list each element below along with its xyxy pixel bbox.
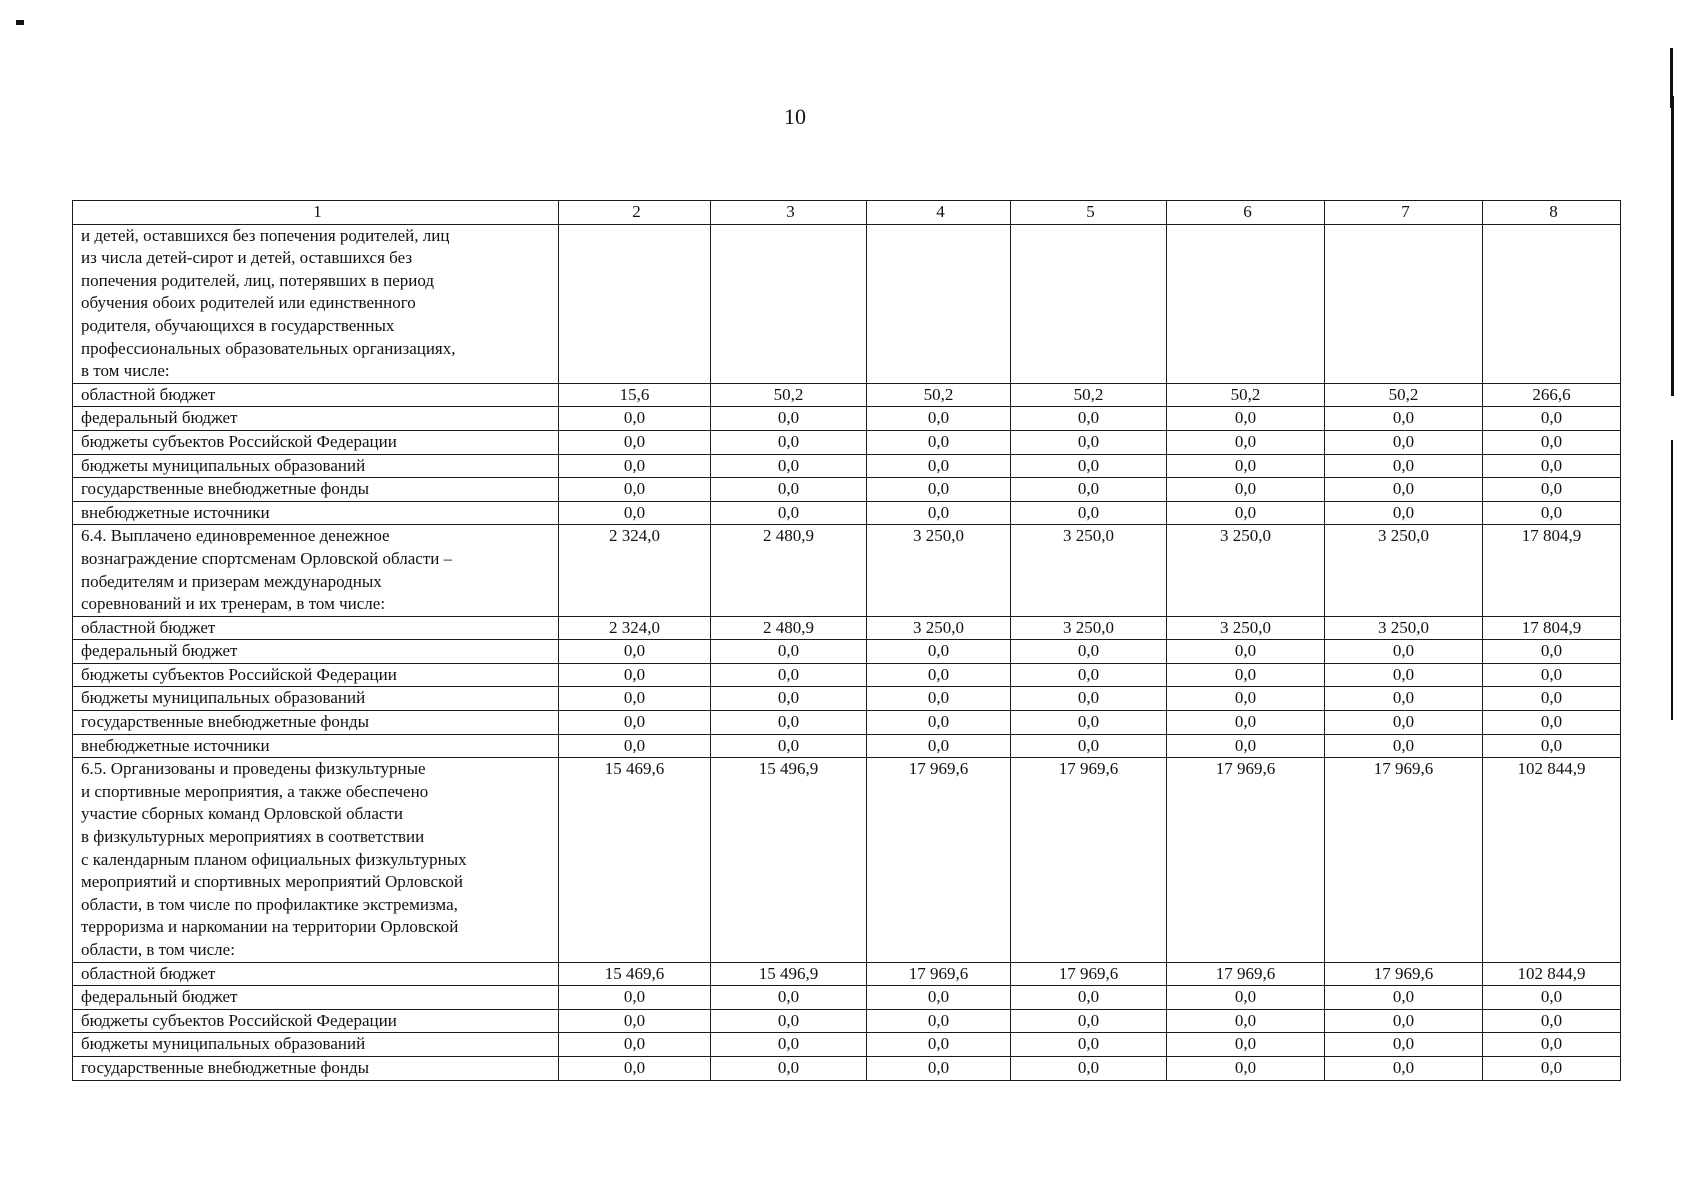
value-cell: 0,0	[1483, 663, 1621, 687]
value-cell: 17 969,6	[1167, 962, 1325, 986]
value-cell: 17 969,6	[1011, 758, 1167, 962]
row-label: 6.5. Организованы и проведены физкультурные и спортивные мероприятия, а также обеспечено участие сборных команд Орловской области в физкультурных мероприятиях в соответствии с календарным планом официальных физкультурных мероприятий и спортивных мероприятий Орловской области, в том числе по профилактике экстремизма, терроризма и наркомании на территории Орловской области, в том числе:	[73, 758, 559, 962]
value-cell: 0,0	[711, 430, 867, 454]
value-cell: 17 969,6	[1325, 758, 1483, 962]
table-row	[73, 383, 1621, 407]
value-cell: 0,0	[559, 1056, 711, 1080]
value-cell: 0,0	[1011, 640, 1167, 664]
value-cell: 0,0	[1011, 986, 1167, 1010]
value-cell: 0,0	[559, 687, 711, 711]
value-cell: 0,0	[1483, 711, 1621, 735]
value-cell: 2 324,0	[559, 525, 711, 616]
row-label: внебюджетные источники	[73, 734, 559, 758]
value-cell: 0,0	[1483, 687, 1621, 711]
value-cell: 15 496,9	[711, 962, 867, 986]
value-cell: 3 250,0	[1167, 616, 1325, 640]
value-cell: 0,0	[711, 687, 867, 711]
scan-edge-mark	[1671, 440, 1673, 720]
value-cell: 0,0	[559, 1009, 711, 1033]
value-cell: 0,0	[559, 711, 711, 735]
value-cell: 3 250,0	[1325, 616, 1483, 640]
table-row	[73, 758, 1621, 962]
row-label: бюджеты субъектов Российской Федерации	[73, 430, 559, 454]
value-cell: 0,0	[711, 663, 867, 687]
value-cell: 102 844,9	[1483, 758, 1621, 962]
table-row	[73, 430, 1621, 454]
value-cell: 0,0	[559, 986, 711, 1010]
column-header: 6	[1167, 201, 1325, 225]
value-cell: 0,0	[867, 478, 1011, 502]
table-row	[73, 640, 1621, 664]
value-cell: 0,0	[1325, 430, 1483, 454]
value-cell	[1483, 224, 1621, 383]
value-cell: 0,0	[867, 687, 1011, 711]
value-cell: 0,0	[1167, 687, 1325, 711]
value-cell: 0,0	[711, 734, 867, 758]
value-cell: 0,0	[1325, 711, 1483, 735]
value-cell: 0,0	[1483, 454, 1621, 478]
value-cell: 17 969,6	[1167, 758, 1325, 962]
value-cell: 0,0	[867, 454, 1011, 478]
value-cell: 0,0	[1325, 454, 1483, 478]
value-cell: 0,0	[1167, 986, 1325, 1010]
value-cell: 0,0	[1011, 687, 1167, 711]
value-cell: 0,0	[1167, 1056, 1325, 1080]
value-cell: 0,0	[1483, 430, 1621, 454]
row-label: бюджеты муниципальных образований	[73, 1033, 559, 1057]
value-cell: 0,0	[559, 640, 711, 664]
value-cell: 0,0	[1483, 1009, 1621, 1033]
value-cell: 0,0	[711, 454, 867, 478]
table-row	[73, 663, 1621, 687]
value-cell: 0,0	[1167, 430, 1325, 454]
row-label: бюджеты субъектов Российской Федерации	[73, 1009, 559, 1033]
value-cell: 0,0	[559, 430, 711, 454]
value-cell: 0,0	[1325, 407, 1483, 431]
table-row	[73, 1033, 1621, 1057]
value-cell: 0,0	[559, 501, 711, 525]
value-cell: 0,0	[711, 501, 867, 525]
value-cell: 0,0	[559, 478, 711, 502]
value-cell: 0,0	[1011, 501, 1167, 525]
table-row	[73, 986, 1621, 1010]
value-cell: 0,0	[1011, 711, 1167, 735]
value-cell: 0,0	[711, 640, 867, 664]
value-cell: 17 804,9	[1483, 525, 1621, 616]
value-cell: 0,0	[711, 407, 867, 431]
value-cell: 50,2	[867, 383, 1011, 407]
scan-edge-mark	[1671, 96, 1674, 396]
value-cell: 0,0	[1483, 1056, 1621, 1080]
value-cell: 0,0	[867, 640, 1011, 664]
value-cell	[559, 224, 711, 383]
value-cell: 50,2	[1167, 383, 1325, 407]
value-cell	[1167, 224, 1325, 383]
value-cell: 0,0	[711, 711, 867, 735]
value-cell: 0,0	[1011, 407, 1167, 431]
value-cell: 0,0	[1483, 640, 1621, 664]
value-cell: 0,0	[711, 1009, 867, 1033]
column-header: 8	[1483, 201, 1621, 225]
value-cell: 50,2	[711, 383, 867, 407]
column-header: 4	[867, 201, 1011, 225]
row-label: областной бюджет	[73, 383, 559, 407]
value-cell: 0,0	[1325, 640, 1483, 664]
value-cell: 0,0	[1325, 478, 1483, 502]
row-label: государственные внебюджетные фонды	[73, 1056, 559, 1080]
value-cell: 3 250,0	[1325, 525, 1483, 616]
value-cell: 0,0	[1011, 454, 1167, 478]
table-row	[73, 454, 1621, 478]
value-cell: 0,0	[711, 1033, 867, 1057]
value-cell: 0,0	[1167, 407, 1325, 431]
row-label: бюджеты субъектов Российской Федерации	[73, 663, 559, 687]
value-cell	[711, 224, 867, 383]
value-cell: 0,0	[1167, 663, 1325, 687]
value-cell: 0,0	[559, 663, 711, 687]
value-cell: 0,0	[1325, 501, 1483, 525]
value-cell: 0,0	[1167, 711, 1325, 735]
table-row	[73, 478, 1621, 502]
value-cell	[1011, 224, 1167, 383]
table-row	[73, 407, 1621, 431]
row-label: областной бюджет	[73, 616, 559, 640]
value-cell: 15 496,9	[711, 758, 867, 962]
row-label: внебюджетные источники	[73, 501, 559, 525]
value-cell: 0,0	[711, 478, 867, 502]
value-cell: 0,0	[1011, 478, 1167, 502]
value-cell: 0,0	[559, 454, 711, 478]
row-label: государственные внебюджетные фонды	[73, 478, 559, 502]
row-label: бюджеты муниципальных образований	[73, 687, 559, 711]
column-header: 2	[559, 201, 711, 225]
table-row	[73, 687, 1621, 711]
column-header: 3	[711, 201, 867, 225]
value-cell: 0,0	[867, 663, 1011, 687]
column-header: 1	[73, 201, 559, 225]
value-cell: 0,0	[1167, 478, 1325, 502]
value-cell: 2 480,9	[711, 616, 867, 640]
value-cell: 0,0	[1483, 501, 1621, 525]
value-cell	[1325, 224, 1483, 383]
value-cell: 0,0	[559, 734, 711, 758]
value-cell: 0,0	[1325, 663, 1483, 687]
table-row	[73, 224, 1621, 383]
value-cell: 50,2	[1011, 383, 1167, 407]
value-cell: 17 969,6	[1325, 962, 1483, 986]
table-row	[73, 962, 1621, 986]
value-cell: 17 804,9	[1483, 616, 1621, 640]
value-cell: 0,0	[1167, 1033, 1325, 1057]
value-cell: 3 250,0	[867, 525, 1011, 616]
value-cell: 2 324,0	[559, 616, 711, 640]
page-number: 10	[784, 104, 806, 129]
value-cell: 0,0	[1483, 734, 1621, 758]
header-row	[73, 201, 1621, 225]
value-cell: 0,0	[1483, 407, 1621, 431]
value-cell: 0,0	[1167, 1009, 1325, 1033]
value-cell: 0,0	[711, 986, 867, 1010]
row-label: федеральный бюджет	[73, 407, 559, 431]
column-header: 7	[1325, 201, 1483, 225]
table-row	[73, 711, 1621, 735]
scan-artifact-mark	[16, 20, 24, 25]
value-cell: 0,0	[1167, 734, 1325, 758]
value-cell: 0,0	[867, 1056, 1011, 1080]
value-cell: 0,0	[1325, 986, 1483, 1010]
table-row	[73, 734, 1621, 758]
value-cell: 0,0	[867, 501, 1011, 525]
table-row	[73, 501, 1621, 525]
value-cell: 0,0	[867, 986, 1011, 1010]
value-cell: 0,0	[867, 711, 1011, 735]
value-cell: 0,0	[1167, 501, 1325, 525]
table-row	[73, 616, 1621, 640]
value-cell: 0,0	[559, 407, 711, 431]
budget-table	[72, 200, 1621, 1081]
value-cell: 17 969,6	[867, 758, 1011, 962]
value-cell: 102 844,9	[1483, 962, 1621, 986]
value-cell: 15 469,6	[559, 962, 711, 986]
row-label: областной бюджет	[73, 962, 559, 986]
value-cell	[867, 224, 1011, 383]
value-cell: 0,0	[1325, 687, 1483, 711]
value-cell: 0,0	[1325, 1009, 1483, 1033]
value-cell: 2 480,9	[711, 525, 867, 616]
value-cell: 0,0	[1011, 430, 1167, 454]
value-cell: 3 250,0	[1167, 525, 1325, 616]
value-cell: 17 969,6	[867, 962, 1011, 986]
value-cell: 0,0	[867, 1033, 1011, 1057]
value-cell: 0,0	[559, 1033, 711, 1057]
value-cell: 0,0	[1483, 986, 1621, 1010]
row-label: и детей, оставшихся без попечения родителей, лиц из числа детей-сирот и детей, оставшихся без попечения родителей, лиц, потерявших в период обучения обоих родителей или единственного родителя, обучающихся в государственных профессиональных образовательных организациях, в том числе:	[73, 224, 559, 383]
value-cell: 17 969,6	[1011, 962, 1167, 986]
value-cell: 0,0	[1167, 454, 1325, 478]
value-cell: 0,0	[1483, 478, 1621, 502]
value-cell: 0,0	[1325, 734, 1483, 758]
value-cell: 3 250,0	[1011, 616, 1167, 640]
value-cell: 15,6	[559, 383, 711, 407]
table-row	[73, 525, 1621, 616]
table-row	[73, 1056, 1621, 1080]
value-cell: 266,6	[1483, 383, 1621, 407]
value-cell: 3 250,0	[1011, 525, 1167, 616]
value-cell: 0,0	[1011, 1033, 1167, 1057]
row-label: федеральный бюджет	[73, 640, 559, 664]
row-label: бюджеты муниципальных образований	[73, 454, 559, 478]
row-label: федеральный бюджет	[73, 986, 559, 1010]
value-cell: 0,0	[867, 1009, 1011, 1033]
value-cell: 15 469,6	[559, 758, 711, 962]
value-cell: 3 250,0	[867, 616, 1011, 640]
value-cell: 0,0	[1325, 1033, 1483, 1057]
table-row	[73, 1009, 1621, 1033]
value-cell: 0,0	[1011, 663, 1167, 687]
value-cell: 0,0	[1011, 734, 1167, 758]
value-cell: 0,0	[1325, 1056, 1483, 1080]
value-cell: 0,0	[711, 1056, 867, 1080]
value-cell: 0,0	[1167, 640, 1325, 664]
value-cell: 0,0	[867, 734, 1011, 758]
column-header: 5	[1011, 201, 1167, 225]
value-cell: 0,0	[867, 430, 1011, 454]
value-cell: 0,0	[1011, 1009, 1167, 1033]
value-cell: 0,0	[867, 407, 1011, 431]
row-label: государственные внебюджетные фонды	[73, 711, 559, 735]
value-cell: 0,0	[1011, 1056, 1167, 1080]
value-cell: 0,0	[1483, 1033, 1621, 1057]
value-cell: 50,2	[1325, 383, 1483, 407]
row-label: 6.4. Выплачено единовременное денежное вознаграждение спортсменам Орловской области – победителям и призерам международных соревнований и их тренерам, в том числе:	[73, 525, 559, 616]
